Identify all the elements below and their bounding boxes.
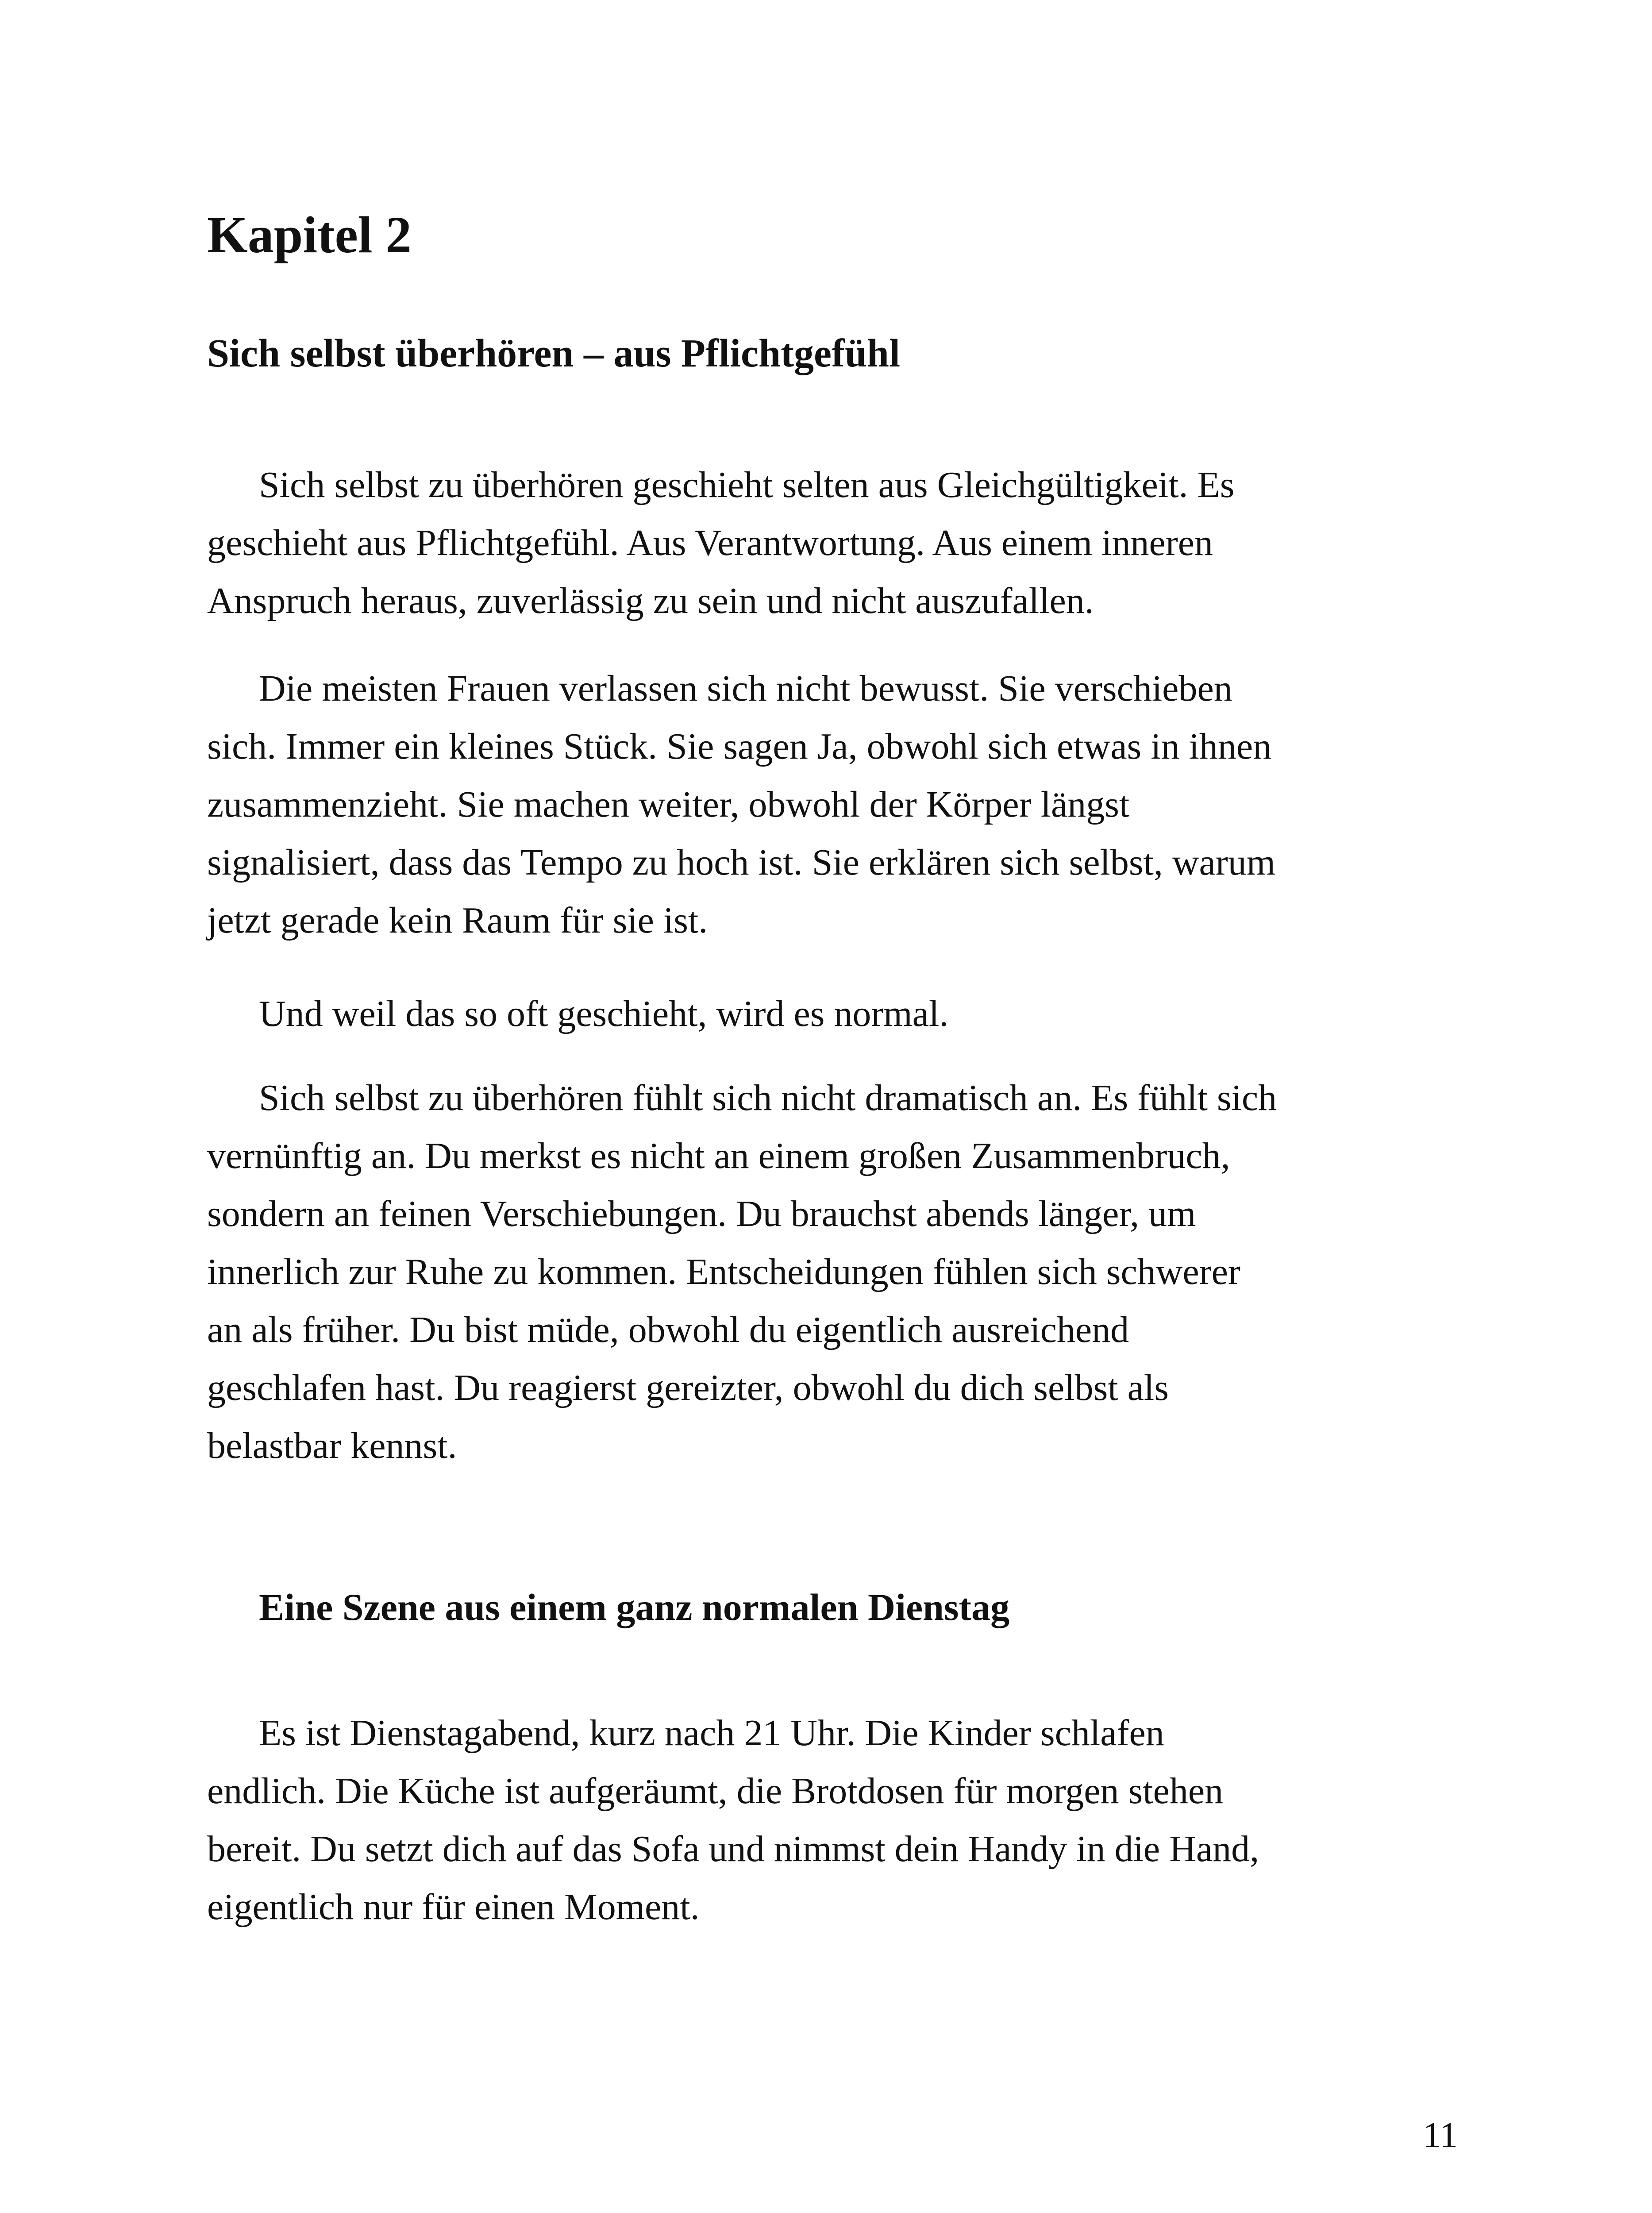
paragraph-line: Es ist Dienstagabend, kurz nach 21 Uhr. Die Kinder schlafen	[259, 1712, 1164, 1754]
paragraph-line: Die meisten Frauen verlassen sich nicht bewusst. Sie verschieben	[259, 668, 1232, 709]
paragraph-line: Anspruch heraus, zuverlässig zu sein und nicht auszufallen.	[207, 580, 1094, 621]
paragraph-line: sondern an feinen Verschiebungen. Du brauchst abends länger, um	[207, 1193, 1196, 1234]
page-number: 11	[1423, 2115, 1458, 2155]
paragraph-line: signalisiert, dass das Tempo zu hoch ist. Sie erklären sich selbst, warum	[207, 842, 1276, 883]
paragraph-signs	[207, 1069, 1482, 1475]
paragraph-line: an als früher. Du bist müde, obwohl du eigentlich ausreichend	[207, 1309, 1129, 1350]
subsection-title: Eine Szene aus einem ganz normalen Dienstag	[259, 1586, 1010, 1628]
paragraph-line: belastbar kennst.	[207, 1425, 457, 1466]
paragraph-line: geschlafen hast. Du reagierst gereizter, obwohl du dich selbst als	[207, 1367, 1169, 1408]
paragraph-line: sich. Immer ein kleines Stück. Sie sagen Ja, obwohl sich etwas in ihnen	[207, 726, 1272, 767]
paragraph-line: jetzt gerade kein Raum für sie ist.	[207, 900, 708, 941]
paragraph-line: vernünftig an. Du merkst es nicht an einem großen Zusammenbruch,	[207, 1135, 1230, 1176]
paragraph-line: eigentlich nur für einen Moment.	[207, 1886, 700, 1928]
chapter-title: Kapitel 2	[207, 206, 412, 264]
paragraph-normal	[207, 985, 1482, 1043]
paragraph-line: zusammenzieht. Sie machen weiter, obwohl der Körper längst	[207, 784, 1130, 825]
paragraph-duty	[207, 456, 1482, 630]
paragraph-scene	[207, 1704, 1482, 1936]
paragraph-line: Und weil das so oft geschieht, wird es normal.	[259, 993, 949, 1034]
paragraph-line: bereit. Du setzt dich auf das Sofa und nimmst dein Handy in die Hand,	[207, 1828, 1259, 1870]
paragraph-line: geschieht aus Pflichtgefühl. Aus Verantwortung. Aus einem inneren	[207, 522, 1213, 563]
paragraph-line: endlich. Die Küche ist aufgeräumt, die Brotdosen für morgen stehen	[207, 1770, 1224, 1812]
paragraph-line: innerlich zur Ruhe zu kommen. Entscheidungen fühlen sich schwerer	[207, 1251, 1240, 1292]
paragraph-line: Sich selbst zu überhören geschieht selten aus Gleichgültigkeit. Es	[259, 464, 1235, 505]
paragraph-shifting	[207, 659, 1482, 949]
paragraph-line: Sich selbst zu überhören fühlt sich nicht dramatisch an. Es fühlt sich	[259, 1077, 1277, 1118]
section-title: Sich selbst überhören – aus Pflichtgefühl	[207, 332, 900, 375]
